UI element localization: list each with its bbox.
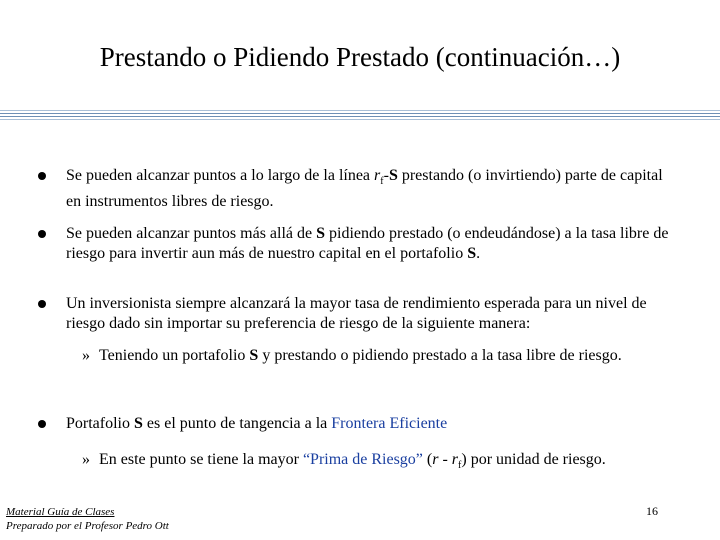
bullet-dot-icon <box>38 230 46 238</box>
chevron-right-icon: » <box>82 451 90 468</box>
bullet-2-text: Se pueden alcanzar puntos más allá de S pidiendo prestado (o endeudándose) a la tasa libre de riesgo para invertir aun más de nuestro capital en el portafolio S. <box>66 225 669 262</box>
sub-bullet-3-text: Teniendo un portafolio S y prestando o pidiendo prestado a la tasa libre de riesgo. <box>99 347 622 364</box>
sub-bullet-4-text: En este punto se tiene la mayor “Prima de Riesgo” $(r - r_f)$ por unidad de riesgo. <box>99 451 606 472</box>
footer-line-1: Material Guía de Clases <box>6 506 115 518</box>
prima-de-riesgo-term: “Prima de Riesgo” <box>302 451 423 468</box>
sub-bullet-4 <box>82 450 672 476</box>
chevron-right-icon: » <box>82 347 90 364</box>
bullet-1 <box>38 166 678 212</box>
bullet-dot-icon <box>38 172 46 180</box>
title-divider <box>0 110 720 122</box>
bullet-dot-icon <box>38 300 46 308</box>
bullet-dot-icon <box>38 420 46 428</box>
footer <box>6 505 222 533</box>
slide-title: Prestando o Pidiendo Prestado (continuación…) <box>99 42 621 72</box>
bullet-4-text: Portafolio S es el punto de tangencia a la Frontera Eficiente <box>66 415 448 432</box>
bullet-3 <box>38 294 678 334</box>
bullet-4 <box>38 414 678 434</box>
footer-line-2: Preparado por el Profesor Pedro Ott <box>6 520 169 532</box>
sub-bullet-3 <box>82 346 672 366</box>
bullet-2 <box>38 224 678 264</box>
page-number: 16 <box>646 504 658 518</box>
bullet-1-text: Se pueden alcanzar puntos a lo largo de la línea $r_f-S$ prestando (o invirtiendo) parte de capital en instrumentos libres de riesgo. <box>66 167 663 211</box>
bullet-3-text: Un inversionista siempre alcanzará la mayor tasa de rendimiento esperada para un nivel de riesgo dado sin importar su preferencia de riesgo de la siguiente manera: <box>66 295 647 332</box>
frontera-eficiente-term: Frontera Eficiente <box>331 415 448 432</box>
